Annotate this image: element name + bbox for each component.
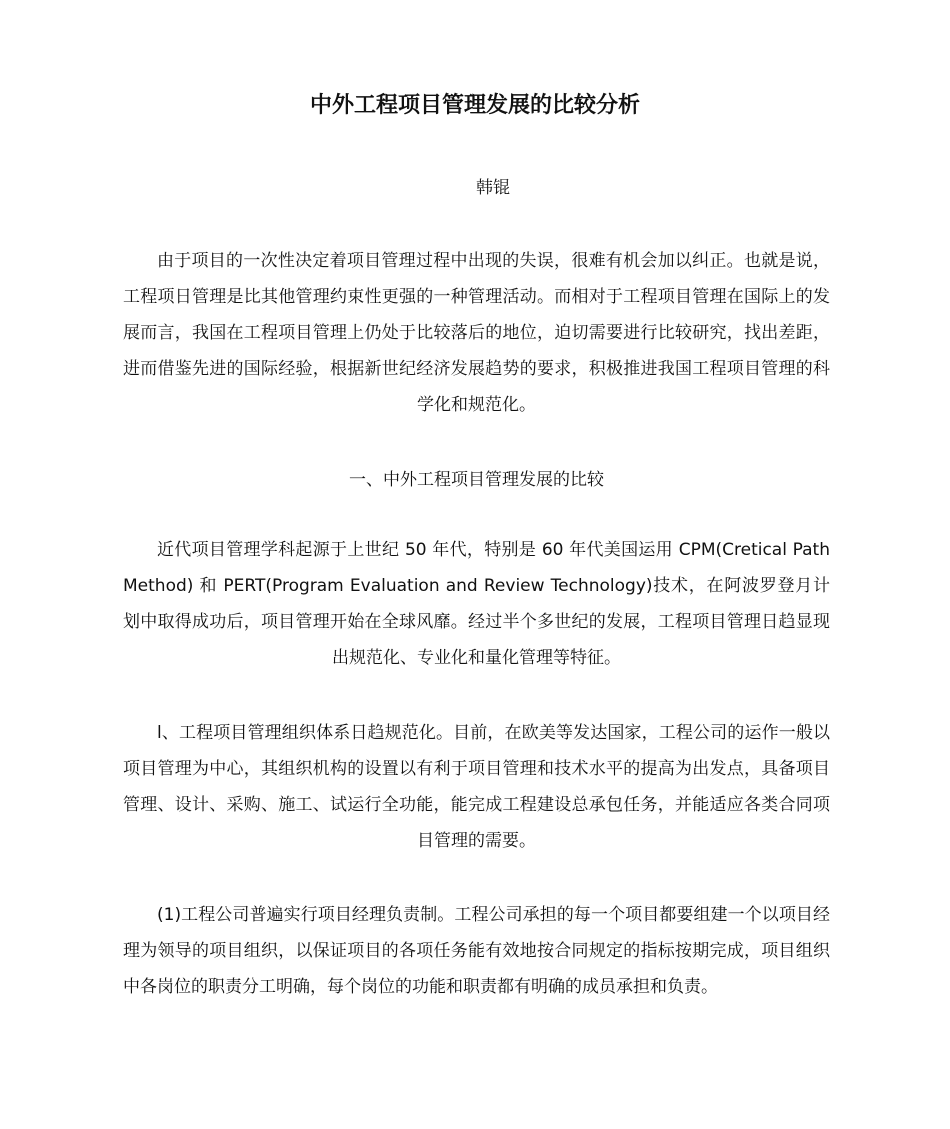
paragraph-project-manager: (1)工程公司普遍实行项目经理负责制。工程公司承担的每一个项目都要组建一个以项目经理为领导的项目组织，以保证项目的各项任务能有效地按合同规定的指标按期完成，项目组织中各岗位的职责分工明确，每个岗位的功能和职责都有明确的成员承担和负责。 [123,905,830,997]
paragraph-block-1 [123,243,830,423]
paragraph-block-2 [123,532,830,676]
paragraph-intro: 由于项目的一次性决定着项目管理过程中出现的失误，很难有机会加以纠正。也就是说，工程项日管理是比其他管理约束性更强的一种管理活动。而相对于工程项目管理在国际上的发展而言，我国在工程项目管理上仍处于比较落后的地位，迫切需要进行比较研究，找出差距，进而借鉴先进的国际经验，根据新世纪经济发展趋势的要求，积极推进我国工程项目管理的科学化和规范化。 [123,251,830,415]
section-heading-block [123,462,830,498]
paragraph-block-3 [123,715,830,859]
section-heading: 一、中外工程项目管理发展的比较 [349,470,604,490]
paragraph-organization: l、工程项目管理组织体系日趋规范化。目前，在欧美等发达国家，工程公司的运作一般以项目管理为中心，其组织机构的设置以有利于项目管理和技术水平的提高为出发点，具备项目管理、设计、采购、施工、试运行全功能，能完成工程建设总承包任务，并能适应各类合同项目管理的需要。 [123,723,830,851]
document-title: 中外工程项目管理发展的比较分析 [309,93,640,118]
document-author: 韩锟 [476,178,510,198]
paragraph-block-4 [123,897,830,1005]
paragraph-history: 近代项目管理学科起源于上世纪 50 年代，特别是 60 年代美国运用 CPM(Cretical Path Method) 和 PERT(Program Evaluation and Review Technology)技术，在阿波罗登月计划中取得成功后，项目管理开始在全球风靡。经过半个多世纪的发展，工程项目管理日趋显现出规范化、专业化和量化管理等特征。 [123,540,830,668]
